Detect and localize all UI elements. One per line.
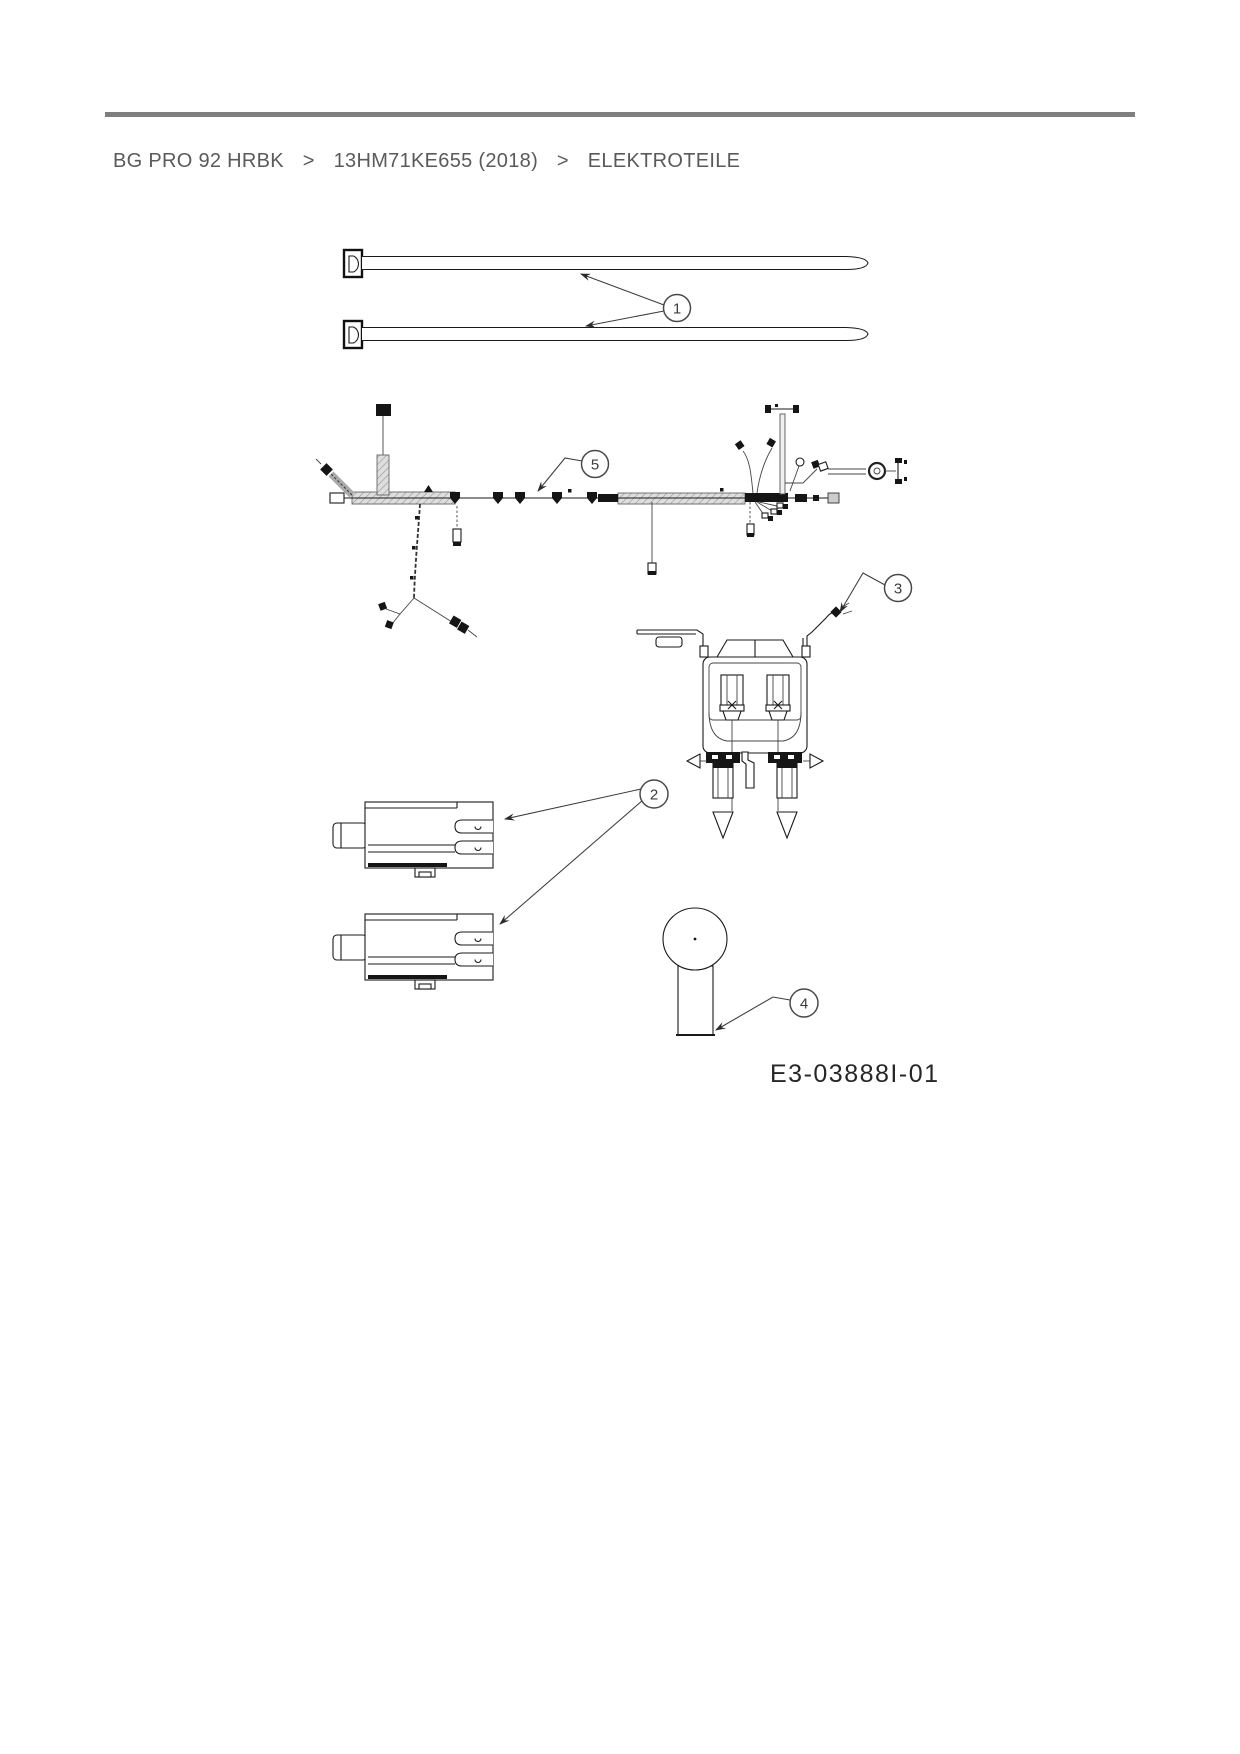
switch-terminal-blades — [713, 763, 797, 838]
switch-bracket-left — [637, 630, 703, 657]
breadcrumb-separator: > — [302, 150, 315, 172]
breadcrumb — [113, 150, 740, 172]
callout-1 — [581, 274, 691, 326]
callout-3 — [840, 573, 912, 612]
connector-1 — [333, 802, 493, 877]
parts-diagram — [270, 180, 960, 1110]
wiring-harness — [316, 404, 907, 637]
callout-2 — [500, 780, 668, 924]
connector-2 — [333, 914, 493, 989]
harness-drop-long — [648, 502, 656, 575]
harness-riser-connector — [376, 404, 391, 495]
breadcrumb-item-article[interactable]: 13HM71KE655 (2018) — [333, 150, 539, 172]
breadcrumb-separator: > — [556, 150, 569, 172]
drawing-number: E3-03888I-01 — [770, 1060, 940, 1088]
cable-tie-1 — [344, 250, 868, 277]
callout-4-number: 4 — [799, 995, 809, 1013]
callout-5 — [538, 451, 609, 492]
switch-body — [700, 640, 810, 753]
callout-3-number: 3 — [893, 580, 903, 598]
cable-tie-2 — [344, 321, 868, 348]
button-part — [663, 908, 727, 1035]
breadcrumb-item-section[interactable]: ELEKTROTEILE — [587, 150, 741, 172]
callout-4 — [716, 989, 818, 1030]
callout-5-number: 5 — [590, 456, 600, 474]
harness-branch-up-left — [316, 459, 352, 495]
safety-switch — [637, 603, 852, 838]
harness-junction-fan — [747, 502, 788, 537]
breadcrumb-item-model[interactable]: BG PRO 92 HRBK — [113, 150, 284, 172]
harness-curled-wires — [735, 438, 804, 493]
harness-left-drop-branch — [378, 504, 477, 637]
callout-2-number: 2 — [649, 786, 659, 804]
harness-drop-short — [453, 506, 461, 546]
callout-1-number: 1 — [672, 300, 682, 318]
header-divider — [105, 112, 1135, 117]
